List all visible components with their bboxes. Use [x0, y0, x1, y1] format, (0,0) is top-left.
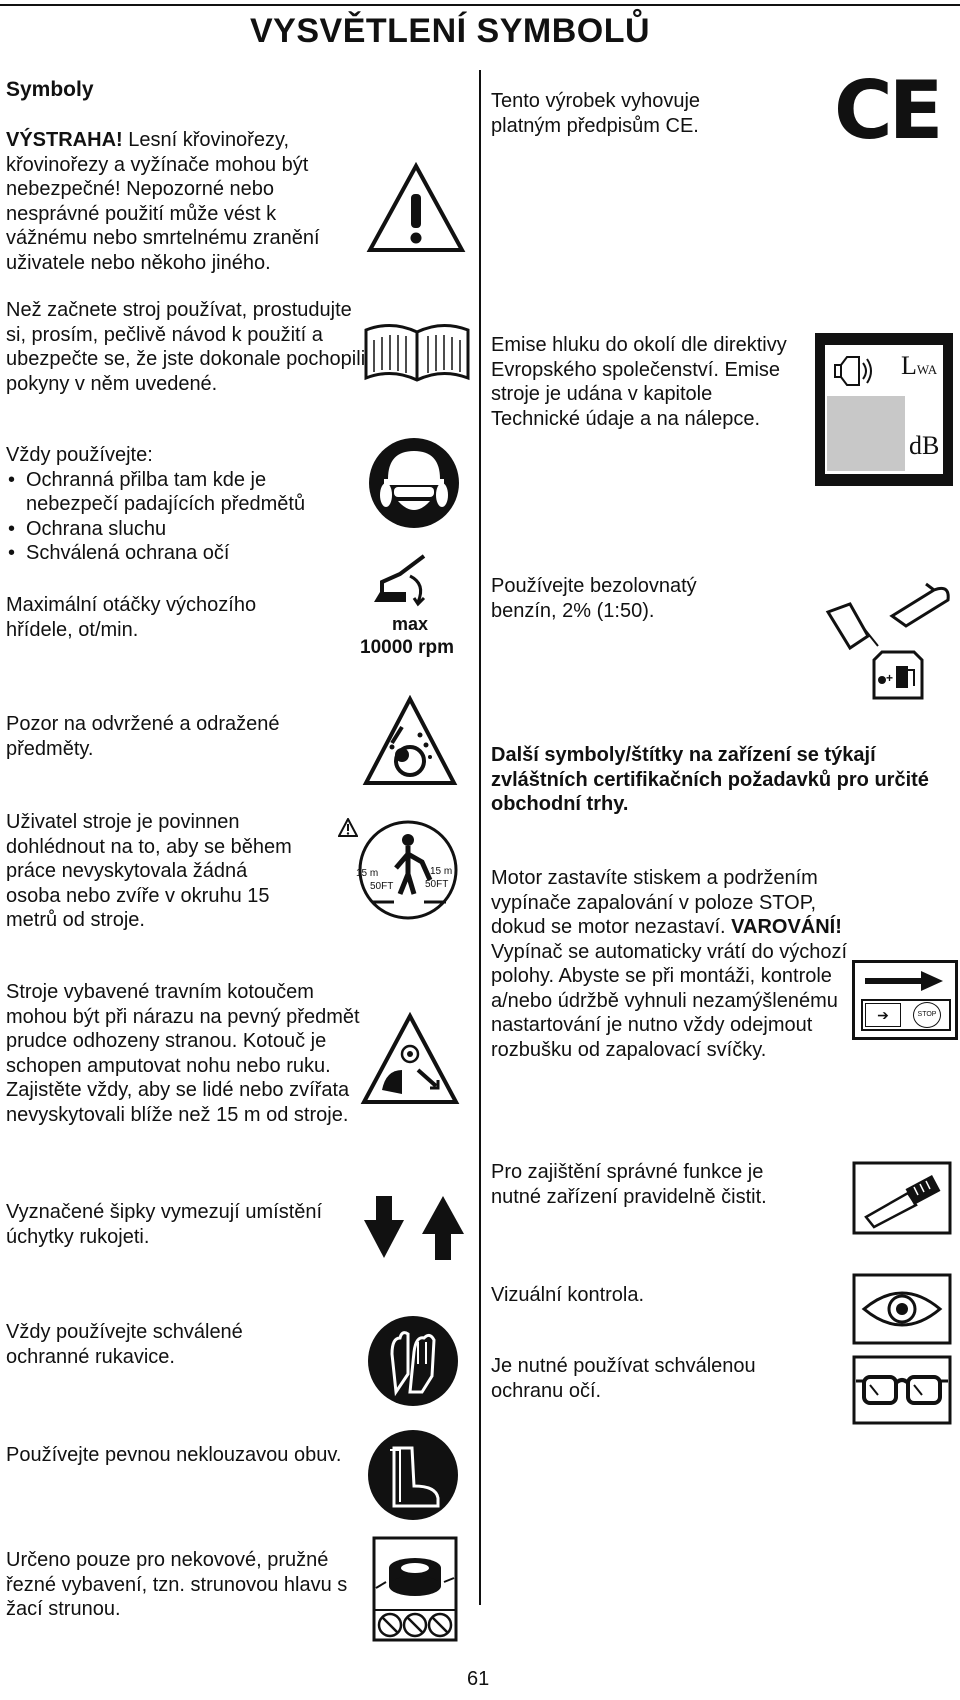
- ce-paragraph: Tento výrobek vyhovuje platným předpisům CE.: [491, 90, 701, 137]
- helmet-ear-eye-protection-icon: [366, 435, 462, 531]
- read-manual-icon: [362, 320, 472, 386]
- boots-paragraph: Používejte pevnou neklouzavou obuv.: [6, 1444, 342, 1466]
- thrown-objects-warning-icon: [362, 695, 458, 787]
- always-use-label: Vždy používejte:: [6, 444, 153, 466]
- trimmer-head-only-icon: [372, 1536, 458, 1642]
- eye-icon: [852, 1273, 952, 1345]
- cleaning-brush-icon: [852, 1161, 952, 1235]
- thrown-objects-paragraph: Pozor na odvržené a odražené předměty.: [6, 713, 280, 760]
- handle-arrows-icon: [362, 1196, 466, 1260]
- eye-protection-paragraph: Je nutné používat schválenou ochranu očí.: [491, 1355, 756, 1402]
- noise-label-icon: [815, 333, 953, 486]
- max-label: max: [392, 614, 429, 634]
- lwa-subscript: WA: [916, 362, 938, 377]
- arrows-paragraph: Vyznačené šipky vymezují umístění úchytky rukojeti.: [6, 1201, 323, 1248]
- section-heading: Symboly: [6, 78, 94, 101]
- manual-paragraph: Než začnete stroj používat, prostudujte si, prosím, pečlivě návod k použití a ubezpečte se, že jste dokonale pochopili pokyny v něm uvedené.: [6, 299, 366, 395]
- fuel-paragraph: Používejte bezolovnatý benzín, 2% (1:50).: [491, 575, 697, 622]
- max-speed-paragraph: Maximální otáčky výchozího hřídele, ot/min.: [6, 594, 257, 641]
- distance-right-ft-label: 50FT: [425, 879, 449, 890]
- stop-switch-icon: ➔ STOP: [852, 960, 958, 1040]
- rpm-label: 10000 rpm: [360, 637, 455, 658]
- stop-paragraph: [491, 866, 861, 1062]
- stop-label: STOP: [913, 1002, 941, 1028]
- fuel-mixing-icon: [822, 582, 956, 700]
- ppe-block: [6, 443, 346, 566]
- stop-warning-text: Vypínač se automaticky vrátí do výchozí polohy. Abyste se při montáži, kontrole a/nebo údržbě vyhnuli nezamýšlenému nastartování je nutno vždy odejmout rozbušku od zapalovací svíčky.: [491, 940, 848, 1061]
- stop-text: Motor zastavíte stiskem a podržením vypínače zapalování v poloze STOP, dokud se motor nezastaví.: [491, 867, 818, 938]
- blade-paragraph: Stroje vybavené travním kotoučem mohou být při nárazu na pevný předmět prudce odhozeny stranou. Kotouč je schopen amputovat nohu nebo ruku. Zajistěte vždy, aby se lidé nebo zvířata nevyskytovali blíže než 15 m od stroje.: [6, 981, 360, 1126]
- other-symbols-paragraph: Další symboly/štítky na zařízení se týkají zvláštních certifikačních požadavků pro určité obchodní trhy.: [491, 744, 929, 815]
- svg-text:+: +: [886, 671, 894, 685]
- lwa-label: L: [901, 351, 917, 380]
- visual-check-paragraph: Vizuální kontrola.: [491, 1284, 645, 1306]
- distance-left-ft-label: 50FT: [370, 881, 394, 892]
- page-number: 61: [467, 1668, 490, 1690]
- column-divider: [479, 70, 481, 1605]
- ppe-item-helmet: • Ochranná přilba tam kde je nebezpečí padajících předmětů: [6, 468, 346, 517]
- shaft-speed-icon: [370, 552, 450, 610]
- warning-triangle-icon: [366, 162, 466, 254]
- ppe-item-hearing: • Ochrana sluchu: [6, 517, 346, 542]
- distance-right-label: 15 m: [430, 866, 453, 877]
- ppe-item-eyes: • Schválená ochrana očí: [6, 541, 346, 566]
- distance-paragraph: Uživatel stroje je povinnen dohlédnout na to, aby se během práce nevyskytovala žádná osoba nebo zvíře v okruhu 15 metrů od stroje.: [6, 811, 292, 931]
- gloves-paragraph: Vždy používejte schválené ochranné rukavice.: [6, 1321, 243, 1368]
- boots-icon: [366, 1428, 460, 1522]
- blade-kickback-warning-icon: [360, 1012, 460, 1106]
- db-label: dB: [909, 431, 940, 460]
- ppe-list: [6, 468, 346, 566]
- ce-mark: CE: [834, 64, 940, 157]
- top-rule: [0, 4, 960, 6]
- safety-glasses-icon: [852, 1355, 952, 1425]
- stop-warning-label: VAROVÁNÍ!: [731, 916, 842, 938]
- trimmer-head-paragraph: Určeno pouze pro nekovové, pružné řezné vybavení, tzn. strunovou hlavu s žací strunou.: [6, 1549, 348, 1620]
- warning-paragraph: [6, 128, 361, 275]
- speaker-icon: [833, 351, 877, 391]
- noise-paragraph: Emise hluku do okolí dle direktivy Evropského společenství. Emise stroje je udána v kapitole Technické údaje a na nálepce.: [491, 334, 787, 430]
- warning-label: VÝSTRAHA!: [6, 129, 123, 151]
- arrow-right-icon: [865, 971, 943, 991]
- warning-text: Lesní křovinořezy, křovinořezy a vyžínače mohou být nebezpečné! Nepozorné nebo nesprávné použití může vést k vážnému nebo smrtelnému zranění uživatele nebo někoho jiného.: [6, 129, 320, 274]
- distance-left-label: 15 m: [356, 868, 379, 879]
- gloves-icon: [366, 1314, 460, 1408]
- clean-paragraph: Pro zajištění správné funkce je nutné zařízení pravidelně čistit.: [491, 1161, 767, 1208]
- page-title: VYSVĚTLENÍ SYMBOLŮ: [250, 12, 651, 50]
